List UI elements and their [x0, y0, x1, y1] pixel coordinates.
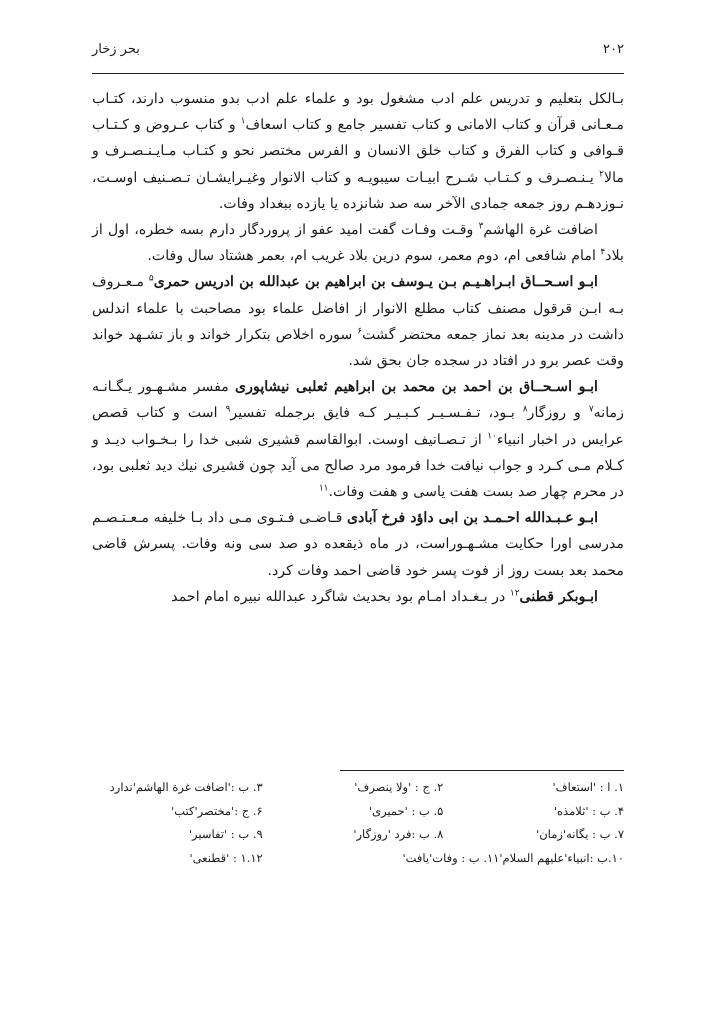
footnote-ref: ۹: [225, 404, 231, 415]
text-run: امام شافعی ام، دوم معمر، سوم درین بلاد غریب ام، بعمر هشتاد سال وفات.: [147, 248, 601, 265]
footnote: ۳. ب :'اضافت غرة الهاشم'ندارد: [109, 780, 263, 794]
footnote-ref: ۵: [148, 273, 154, 284]
body-text: [92, 86, 624, 610]
entry-heading: ابـو اسـحــاق بن احمد بن محمد بن ابراهیم ثعلبی نیشاپوری: [235, 379, 598, 396]
text-run: از تـصـانیف اوست. ابوالقاسم قشیری شبی خدا را بـخـواب دیـد و کـلام مـی کـرد و جواب نیافت خدا فرمود مرد صالح می آید چون قشیری نیك دید ثعلبی بود، در محرم چهار صد بست هفت یاسی و هفت وفات.: [92, 431, 624, 501]
footnote: ۴. ب : 'ثلامذه': [553, 803, 624, 818]
paragraph: [92, 217, 624, 269]
footnote: ۱.۱۲ : 'قطنعی': [189, 850, 263, 865]
header-divider: [92, 73, 624, 74]
text-run: اضافت غرة الهاشم: [483, 222, 598, 239]
footnote-ref: ۴: [600, 247, 606, 258]
entry-heading: ابـو اسـحــاق ابـراهـیـم بـن یـوسف بن ابراهیم بن عبدالله بن ادریس حمری: [153, 274, 598, 291]
footnote: ۲. ج : 'ولا ینصرف': [354, 780, 444, 794]
footnote-ref: ۱۰: [487, 430, 497, 441]
text-run: قـاضـی فـتـوی مـی داد بـا خلیفه مـعـتـصـم مدرسی اورا حکایت مشـهـوراست، در ماه ذیقعده دو صد سی ونه وفات. پسرش قاضی محمد بعد بست روز از فوت پسر خود قاضی احمد وفات کرد.: [92, 510, 624, 579]
footnote-ref: ۸: [522, 404, 528, 415]
paragraph: [92, 584, 624, 610]
footnote-ref: ۱۲: [509, 588, 520, 599]
entry-heading: ابـو عـبـدالله احـمـد بن ابی داؤد فرخ آبادی: [346, 510, 599, 527]
footnote-ref: ۱: [240, 116, 246, 127]
footnote-ref: ۷: [588, 404, 594, 415]
text-run: در بـغـداد امـام بود بحدیث شاگرد عبدالله نبیره امام احمد: [171, 588, 510, 605]
footnote: ۱۰.ب :انبیاء'علیهم السلام'۱۱. ب : وفات'یافت': [402, 850, 624, 865]
footnote-ref: ۱۱: [318, 483, 329, 494]
footnote-ref: ۲: [599, 168, 604, 179]
footnote: ۷. ب : یگانه'زمان': [536, 827, 624, 841]
paragraph: [92, 374, 624, 505]
footnote-ref: ۶: [357, 326, 363, 337]
paragraph: [92, 269, 624, 374]
footnote: ۶. ج :'مختصر'کتب': [171, 803, 263, 818]
footnote: ۱. ا : 'استعاف': [552, 780, 624, 794]
text-run: و کتاب عـروض و کـتـاب قـوافی و کتاب الفرق و کتاب خلق الانسان و الفرس مختصر نحو و کتـاب مـایـنـصـرف و مالا: [92, 117, 624, 186]
text-run: مـعـروف بـه ابـن قرقول مصنف کتاب مطلع الانوار از افاضل علماء بود مصاحبت با علماء اندلس داشت در مدینه بعد نماز جمعه محتضر گشت: [92, 274, 624, 343]
text-run: و روزگار: [527, 405, 589, 422]
text-run: بـود، تـفـسـیـر کـبـیـر کـه فایق برجمله تفسیر: [230, 405, 523, 422]
running-title: بحر زخار: [92, 42, 140, 57]
paragraph: [92, 86, 624, 217]
entry-heading: ابـوبکر قطنی: [519, 588, 598, 605]
footnote-divider: [340, 770, 624, 771]
footnote-ref: ۳: [478, 221, 484, 232]
footnote: ۹. ب : 'تفاسیر': [188, 827, 263, 841]
page-number: ۲۰۲: [603, 42, 624, 57]
text-run: یـنـصـرف و کـتـاب شـرح ابیـات سیبویـه و کتاب الانوار وغیـرایشـان تـصـنیف اوسـت، نـوزدهـم روز جمعه جمادی الآخر سه صد شانزده یا یازده ببغداد وفات.: [92, 169, 624, 212]
text-run: سوره اخلاص بتکرار خواند و باز تشـهد خواند وقت عصر برو در افتاد در سجده جان بحق شد.: [92, 326, 624, 370]
footnotes: [92, 776, 624, 869]
text-run: مفسر مشـهـور یـگـانـه زمانه: [92, 379, 624, 422]
text-run: است و کتاب قصص عرایس در اخبار انبیاء: [92, 405, 624, 448]
footnote: ۵. ب : 'حمیری': [368, 803, 444, 818]
text-run: بـالکل بتعلیم و تدریس علم ادب مشغول بود و علماء علم ادب بدو منسوب دارند، کتـاب مـعـانی قرآن و کتاب الامانی و کتاب تفسیر جامع و کتاب اسعاف: [92, 91, 624, 134]
text-run: وقـت وفـات گفت امید عفو از پروردگار دارم بسه خطره، اول از بلاد: [92, 222, 624, 265]
footnote: ۸. ب :فرد 'روزگار': [353, 827, 444, 841]
paragraph: [92, 505, 624, 584]
